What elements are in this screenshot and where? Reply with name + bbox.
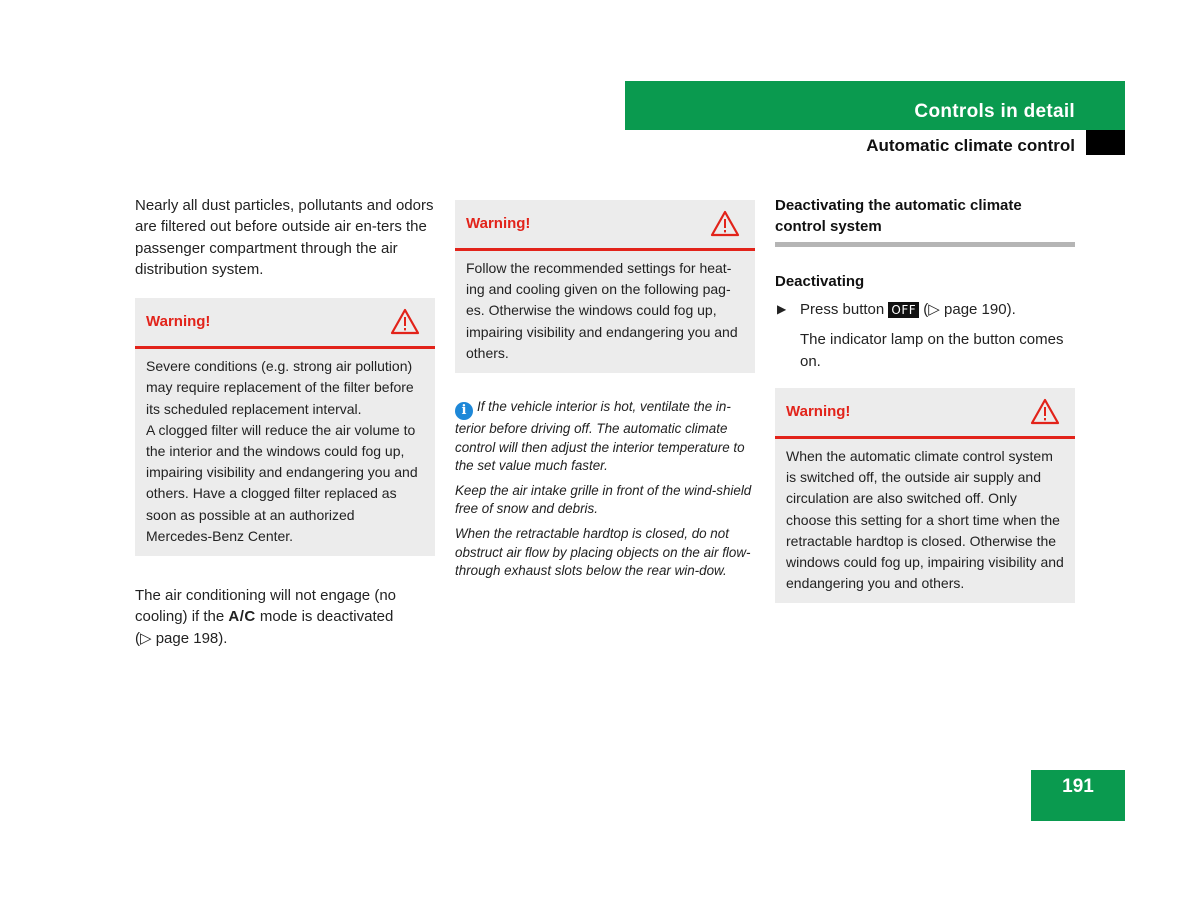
info-text: If the vehicle interior is hot, ventilate the in-terior before driving off. The automatic climate control will then adjust the interior temperature to the set value much faster.	[455, 399, 745, 474]
ac-paragraph	[135, 585, 435, 649]
warning-body	[455, 251, 755, 373]
warning-header	[455, 200, 755, 251]
warning-header	[135, 298, 435, 349]
warning-triangle-icon	[710, 210, 740, 237]
warning-body	[775, 439, 1075, 603]
warning-box-filter	[135, 298, 435, 556]
warning-box-deactivation	[775, 388, 1075, 603]
instruction-step	[775, 299, 1075, 320]
warning-box-settings	[455, 200, 755, 373]
warning-label: Warning!	[786, 402, 851, 420]
page-number-box	[1031, 770, 1125, 821]
warning-text: When the automatic climate control system is switched off, the outside air supply and circulation are also switched off. Only choose this setting for a short time when the retractable hardtop is closed. Otherwise the windows could fog up, impairing visibility and endangering you and others.	[786, 447, 1064, 592]
page-reference: (▷ page 198).	[135, 629, 228, 647]
warning-header	[775, 388, 1075, 439]
warning-text: A clogged filter will reduce the air volume to the interior and the windows could fog up, impairing visibility and endangering you and others. Have a clogged filter replaced as soon as possible at an authorized Mercedes-Benz Center.	[146, 421, 418, 544]
info-paragraph: When the retractable hardtop is closed, do not obstruct air flow by placing objects on the air flow-through exhaust slots below the rear win-dow.	[455, 525, 751, 579]
warning-triangle-icon	[390, 308, 420, 335]
page-number: 191	[1062, 776, 1094, 797]
ac-key-label: A/C	[228, 608, 256, 626]
info-note	[455, 398, 755, 581]
ac-text: mode is deactivated	[255, 608, 394, 626]
step-result	[775, 329, 1075, 372]
section-title: Controls in detail	[914, 101, 1075, 122]
info-icon: i	[455, 402, 473, 420]
step-text: Press button	[800, 301, 889, 318]
column-right	[775, 195, 1075, 603]
intro-paragraph: Nearly all dust particles, pollutants and odors are filtered out before outside air en-ters the passenger compartment through the air distribution system.	[135, 197, 434, 278]
warning-label: Warning!	[466, 215, 531, 232]
warning-text: Severe conditions (e.g. strong air pollution) may require replacement of the filter before its scheduled replacement interval.	[146, 358, 414, 417]
column-middle	[455, 200, 755, 581]
info-paragraph	[455, 398, 755, 476]
result-text: The indicator lamp on the button comes on.	[800, 331, 1064, 370]
off-button-key: OFF	[888, 302, 919, 318]
page-subtitle: Automatic climate control	[866, 136, 1075, 155]
warning-triangle-icon	[1030, 398, 1060, 425]
bullet-arrow-icon: ▶	[777, 302, 787, 316]
warning-label: Warning!	[146, 313, 211, 331]
info-paragraph: Keep the air intake grille in front of the wind-shield free of snow and debris.	[455, 482, 752, 517]
section-marker-tab	[1086, 130, 1125, 155]
column-left	[135, 195, 435, 649]
warning-text: Follow the recommended settings for heat-ing and cooling given on the following pag-es. Otherwise the windows could fog up, impairing visibility and endangering you and others.	[466, 260, 738, 361]
subsection-heading: Deactivating	[775, 273, 865, 290]
section-heading: Deactivating the automatic climate control system	[775, 195, 1075, 247]
step-text: (▷ page 190).	[919, 301, 1016, 318]
warning-body	[135, 349, 435, 556]
ac-text: The air conditioning will not engage (no cooling) if the	[135, 587, 396, 626]
